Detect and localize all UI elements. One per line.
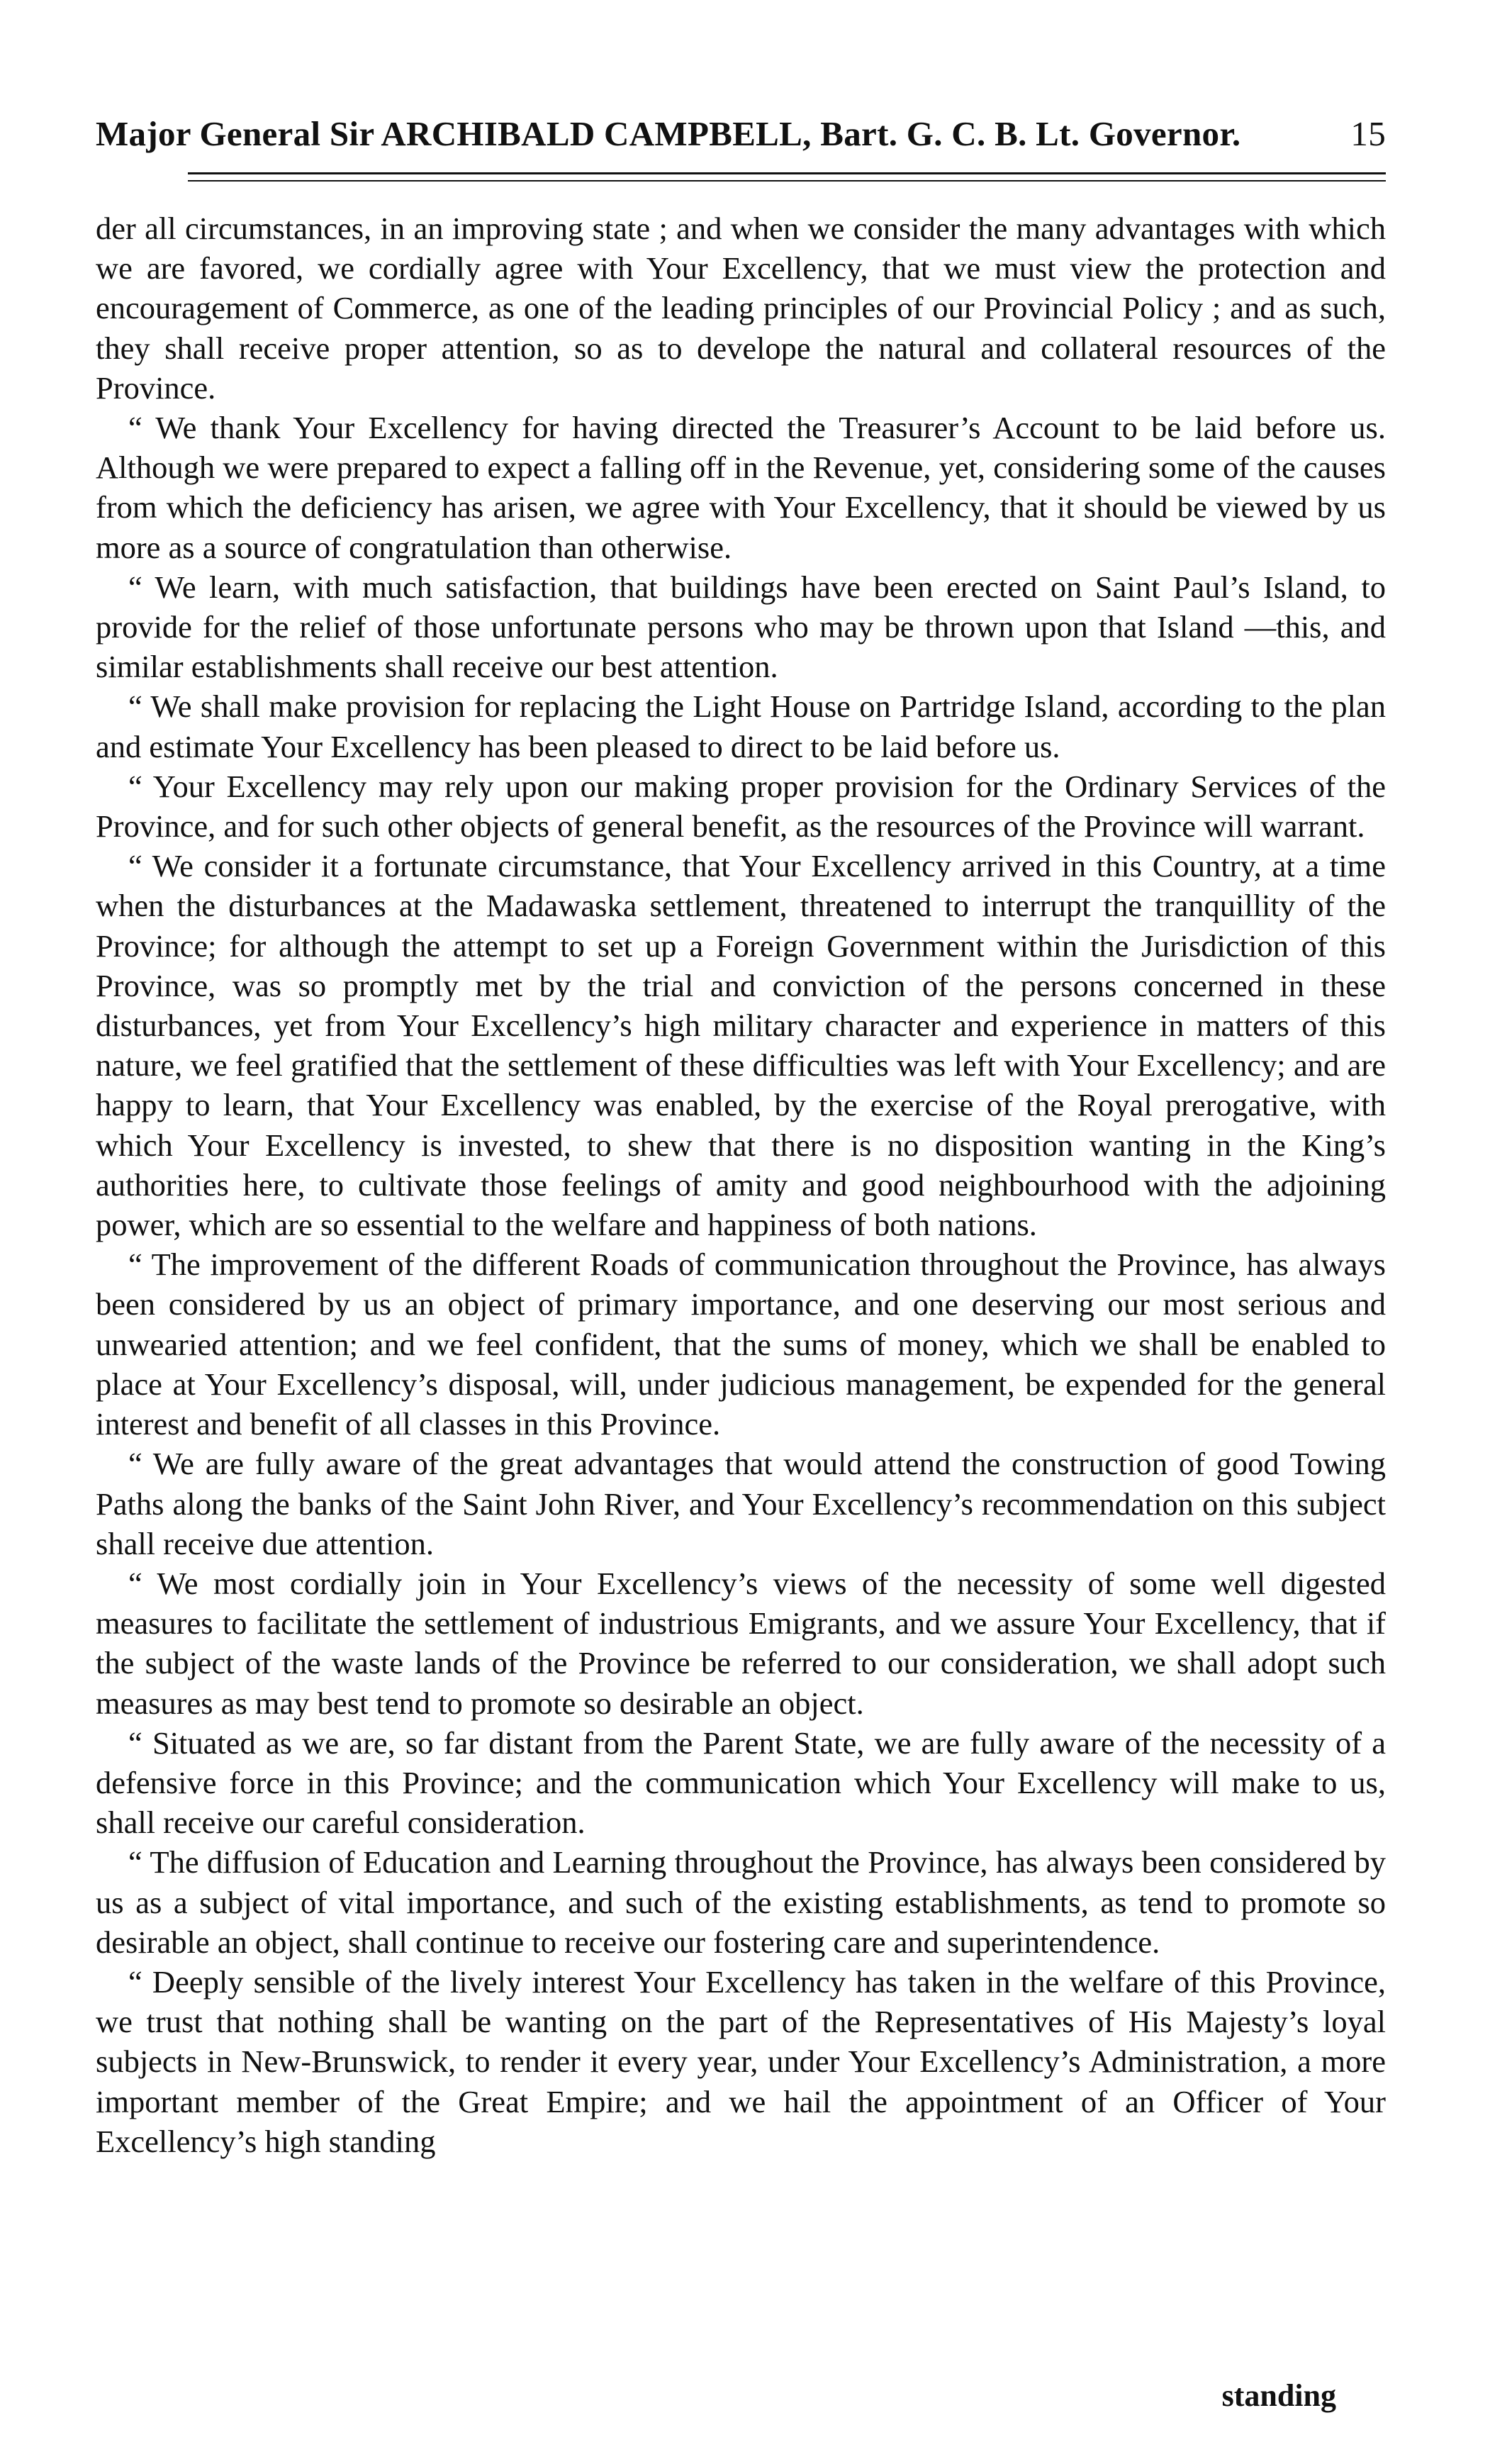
header-rule xyxy=(188,172,1386,182)
running-head-title: Major General Sir ARCHIBALD CAMPBELL, Bart. G. C. B. Lt. Governor. xyxy=(96,114,1241,153)
paragraph: “ We are fully aware of the great advantages that would attend the construction of good Towing Paths along the banks of the Saint John River, and Your Excellency’s recommendation on this subject shall receive due attention. xyxy=(96,1446,1386,1561)
page-number: 15 xyxy=(1350,114,1386,153)
paragraph: “ The improvement of the different Roads of communication throughout the Province, has always been considered by us an object of primary importance, and one deserving our most serious and unwearied attention; and we feel confident, that the sums of money, which we shall be enabled to place at Your Excellency’s disposal, will, under judicious management, be expended for the general interest and benefit of all classes in this Province. xyxy=(96,1247,1386,1442)
paragraph: “ The diffusion of Education and Learning throughout the Province, has always been considered by us as a subject of vital importance, and such of the existing establishments, as tend to promote so desirable an object, shall continue to receive our fostering care and superintendence. xyxy=(96,1844,1386,1960)
paragraph: “ We shall make provision for replacing the Light House on Partridge Island, according to the plan and estimate Your Excellency has been pleased to direct to be laid before us. xyxy=(96,689,1386,764)
paragraph: “ Deeply sensible of the lively interest Your Excellency has taken in the welfare of this Province, we trust that nothing shall be wanting on the part of the Representatives of His Majesty’s loyal subjects in New-Brunswick, to render it every year, under Your Excellency’s Administration, a more important member of the Great Empire; and we hail the appointment of an Officer of Your Excellency’s high standing xyxy=(96,1963,1386,2159)
paragraph: “ We thank Your Excellency for having directed the Treasurer’s Account to be laid before us. Although we were prepared to expect a falling off in the Revenue, yet, considering some of the causes from which the deficiency has arisen, we agree with Your Excellency, that it should be viewed by us more as a source of congratulation than otherwise. xyxy=(96,410,1386,565)
paragraph: der all circumstances, in an improving state ; and when we consider the many advantages with which we are favored, we cordially agree with Your Excellency, that we must view the protection and encouragement of Commerce, as one of the leading principles of our Provincial Policy ; and as such, they shall receive proper attention, so as to develope the natural and collateral resources of the Province. xyxy=(96,211,1386,406)
body-text xyxy=(96,208,1386,2161)
catchword: standing xyxy=(1221,2378,1336,2413)
paragraph: “ Your Excellency may rely upon our making proper provision for the Ordinary Services of the Province, and for such other objects of general benefit, as the resources of the Province will warrant. xyxy=(96,768,1386,844)
paragraph: “ We consider it a fortunate circumstance, that Your Excellency arrived in this Country, at a time when the disturbances at the Madawaska settlement, threatened to interrupt the tranquillity of the Province; for although the attempt to set up a Foreign Government within the Jurisdiction of this Province, was so promptly met by the trial and conviction of the persons concerned in these disturbances, yet from Your Excellency’s high military character and experience in matters of this nature, we feel gratified that the settlement of these difficulties was left with Your Excellency; and are happy to learn, that Your Excellency was enabled, by the exercise of the Royal prerogative, with which Your Excellency is invested, to shew that there is no disposition wanting in the King’s authorities here, to cultivate those feelings of amity and good neighbourhood with the adjoining power, which are so essential to the welfare and happiness of both nations. xyxy=(96,848,1386,1243)
paragraph: “ Situated as we are, so far distant from the Parent State, we are fully aware of the necessity of a defensive force in this Province; and the communication which Your Excellency will make to us, shall receive our careful consideration. xyxy=(96,1724,1386,1841)
paragraph: “ We most cordially join in Your Excellency’s views of the necessity of some well digested measures to facilitate the settlement of industrious Emigrants, and we assure Your Excellency, that if the subject of the waste lands of the Province be referred to our consideration, we shall adopt such measures as may best tend to promote so desirable an object. xyxy=(96,1565,1386,1721)
running-head xyxy=(96,113,1386,154)
book-page xyxy=(96,113,1386,2413)
paragraph: “ We learn, with much satisfaction, that buildings have been erected on Saint Paul’s Island, to provide for the relief of those unfortunate persons who may be thrown upon that Island —this, and similar establishments shall receive our best attention. xyxy=(96,569,1386,685)
